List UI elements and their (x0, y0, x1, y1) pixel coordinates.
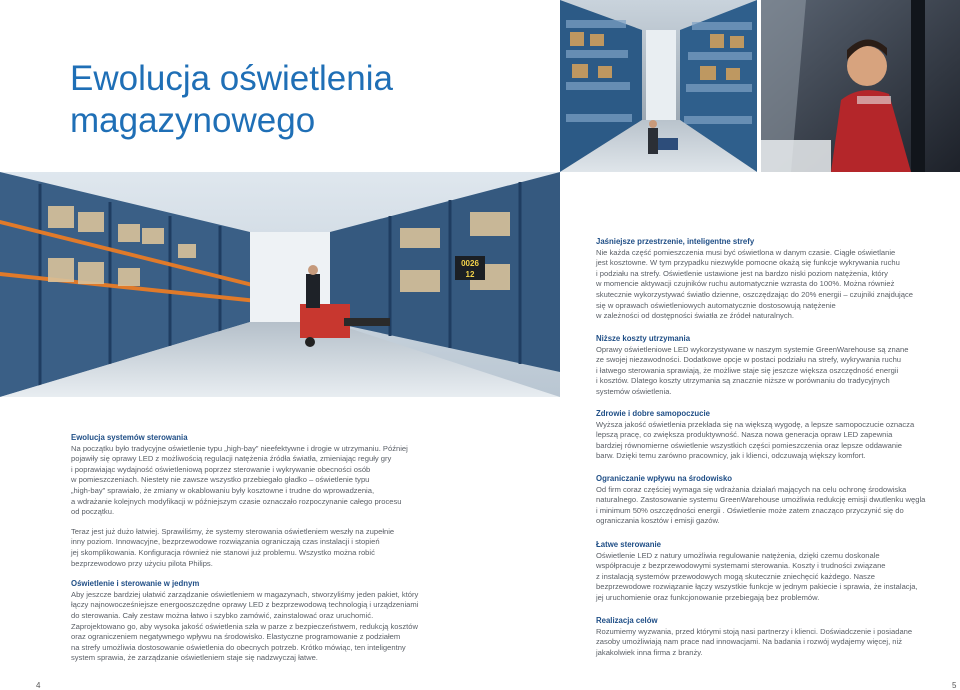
text-line: Oświetlenie LED z natury umożliwia regulowanie natężenia, dzięki czemu doskonale (596, 550, 880, 560)
section-heading: Oświetlenie i sterowanie w jednym (71, 579, 200, 589)
text-line: i kosztów. Dlatego koszty utrzymania są znacznie niższe w porównaniu do tradycyjnych (596, 376, 890, 386)
section-heading: Zdrowie i dobre samopoczucie (596, 409, 710, 418)
text-line: „high-bay” sprawiało, że zmiany w okablowaniu były kosztowne i trudne do wprowadzenia, (71, 485, 375, 495)
section-heading: Jaśniejsze przestrzenie, inteligentne strefy (596, 237, 755, 246)
text-line: Rozumiemy wyzwania, przed którymi stoją nasi partnerzy i klienci. Doświadczenie i posiadane (596, 626, 913, 636)
page-title (70, 58, 490, 142)
text-line: od początku. (71, 507, 115, 517)
text-line: system sprawia, że zarządzanie oświetleniem staje się nadzwyczaj łatwe. (71, 653, 318, 663)
text-line: jej uruchomienie oraz funkcjonowanie przebiegają bez problemów. (596, 592, 820, 602)
text-line: Od firm coraz częściej wymaga się wdrażania działań mających na celu ochronę środowiska (596, 484, 907, 494)
section-lower-maintenance (596, 334, 934, 398)
section-easy-control (596, 540, 934, 604)
text-line: w momencie aktywacji czujników ruchu automatycznie wzrasta do 100%. Można również (596, 279, 895, 289)
text-line: Na początku było tradycyjne oświetlenie typu „high-bay” nieefektywne i drogie w utrzymaniu. Później (71, 443, 408, 453)
text-line: współpracuje z bezprzewodowymi systemami sterowania. Koszty i trudności związane (596, 561, 886, 571)
section-environment (596, 474, 934, 527)
text-line: zasoby umożliwiają nam prace nad innowacjami. Na badania i rozwój wydajemy więcej, niż (596, 637, 903, 647)
text-line: Oprawy oświetleniowe LED wykorzystywane w naszym systemie GreenWarehouse są znane (596, 344, 909, 354)
section-heading: Ograniczanie wpływu na środowisko (596, 474, 733, 483)
section-brighter-spaces (596, 237, 934, 322)
text-line: bezprzewodowe rozwiązanie łączy wszystkie funkcje w jednym pakiecie i sprawia, że instalacja, (596, 582, 918, 592)
page-title-line-2: magazynowego (70, 101, 316, 140)
text-line: z instalacją systemów przewodowych mogą skutecznie zniechęcić każdego. Nasze (596, 571, 875, 581)
section-heading: Łatwe sterowanie (596, 540, 661, 549)
text-line: ze swojej niezawodności. Dodatkowe opcje w postaci podziału na strefy, wykrywania ruchu (596, 355, 902, 365)
forklift-operator-illustration (761, 0, 960, 172)
text-line: Wyższa jakość oświetlenia przekłada się na większą wygodę, a lepsze samopoczucie oznacza (596, 419, 915, 429)
text-line: na strefy umożliwia dostosowanie oświetlenia do obecnych potrzeb. Krótko mówiąc, ten inteligentny (71, 642, 406, 652)
text-line: i poprawiając wydajność oświetleniową poprzez sterowanie i wykrywanie obecności osób (71, 464, 371, 474)
warehouse-aisle-photo (560, 0, 757, 172)
section-paragraph (71, 590, 441, 664)
warehouse-aisle-illustration (560, 0, 757, 172)
section-paragraph (71, 527, 441, 569)
text-line: i łatwego sterowania sprawiają, że możliwe staje się jeszcze większa oszczędność energii (596, 365, 899, 375)
text-line: się w oprawach oświetleniowych automatycznie dostosowują natężenie (596, 300, 836, 310)
text-line: i podziału na strefy. Oświetlenie ustawione jest na bardzo niski poziom natężenia, który (596, 268, 888, 278)
rack-sign (455, 256, 485, 280)
text-line: i minimum 50% oszczędności energii . Oświetlenie może zatem znacząco przyczynić się do (596, 505, 904, 515)
text-line: skutecznie wykorzystywać światło dzienne, oszczędzając do 20% energii – czujniki znajdujące (596, 289, 913, 299)
section-heading: Niższe koszty utrzymania (596, 334, 691, 343)
left-column (71, 433, 441, 664)
section-control-evolution (71, 433, 441, 569)
section-paragraph (71, 444, 441, 518)
text-line: do sterowania. Cały zestaw można łatwo i szybko zamówić, zainstalować oraz uruchomić. (71, 610, 374, 620)
forklift-operator-photo (761, 0, 960, 172)
page-title-line-1: Ewolucja oświetlenia (70, 59, 393, 98)
section-lighting-and-control (71, 579, 441, 664)
text-line: łączy najnowocześniejsze energooszczędne oprawy LED z bezprzewodową technologią i urządzeniami (71, 600, 419, 610)
text-line: oraz ograniczeniem negatywnego wpływu na środowisko. Elastyczne programowanie z podziałem (71, 632, 401, 642)
text-line: Zaprojektowano go, aby wysoka jakość oświetlenia szła w parze z bezpieczeństwem, redukcją kosztów (71, 621, 418, 631)
text-line: ograniczania kosztów i emisji gazów. (596, 516, 720, 526)
text-line: jej skomplikowania. Konfiguracja również nie stanowi już problemu. Wszystko można robić (71, 547, 375, 557)
text-line: jest kosztowne. W tym przypadku niezwykle pomocne okażą się funkcje wykrywania ruchu (596, 258, 900, 268)
text-line: Aby jeszcze bardziej ułatwić zarządzanie oświetleniem w magazynach, stworzyliśmy jeden pakiet, który (71, 589, 419, 599)
warehouse-racks-illustration (0, 172, 560, 397)
text-line: w pomieszczeniach. Niestety nie zawsze wszystko przebiegało gładko – oświetlenie typu (71, 475, 370, 485)
section-health-wellbeing (596, 409, 934, 462)
page-number-right: 5 (952, 681, 957, 690)
text-line: systemów oświetlenia. (596, 386, 672, 396)
section-achieving-goals (596, 616, 934, 658)
text-line: lepszą pracę, co zwiększa produktywność. Nasza nowa generacja opraw LED zapewnia (596, 430, 893, 440)
text-line: a wdrażanie kolejnych modyfikacji w późniejszym czasie oznaczało rozpoczynanie całego procesu (71, 496, 402, 506)
text-line: jakakolwiek inna firma z branży. (596, 647, 703, 657)
rack-sign-code: 0026 (461, 259, 479, 268)
text-line: bezprzewodowo przy użyciu pilota Philips. (71, 558, 213, 568)
text-line: pojawiły się oprawy LED z możliwością regulacji natężenia źródła światła, zmieniając reguły gry (71, 454, 392, 464)
page-number-left: 4 (36, 681, 41, 690)
section-heading: Realizacja celów (596, 616, 658, 625)
text-line: w zależności od dostępności światła ze źródeł naturalnych. (596, 311, 794, 321)
text-line: inny poziom. Innowacyjne, bezprzewodowe rozwiązania ograniczają czas instalacji i stopień (71, 537, 380, 547)
section-heading: Ewolucja systemów sterowania (71, 433, 188, 442)
text-line: Nie każda część pomieszczenia musi być oświetlona w danym czasie. Ciągłe oświetlanie (596, 247, 896, 257)
rack-sign-number: 12 (465, 270, 475, 279)
text-line: bardziej równomierne oświetlenie wszystkich części pomieszczenia oraz lepsze oddawanie (596, 440, 903, 450)
text-line: barw. Dzięki temu zarówno pracownicy, jak i klienci, odczuwają większy komfort. (596, 451, 866, 461)
text-line: Teraz jest już dużo łatwiej. Sprawiliśmy, że systemy sterowania oświetleniem weszły na zupełnie (71, 526, 395, 536)
warehouse-racks-photo (0, 172, 560, 397)
text-line: naturalnego. Zastosowanie systemu GreenWarehouse umożliwia redukcję emisji dwutlenku węgla (596, 495, 926, 505)
